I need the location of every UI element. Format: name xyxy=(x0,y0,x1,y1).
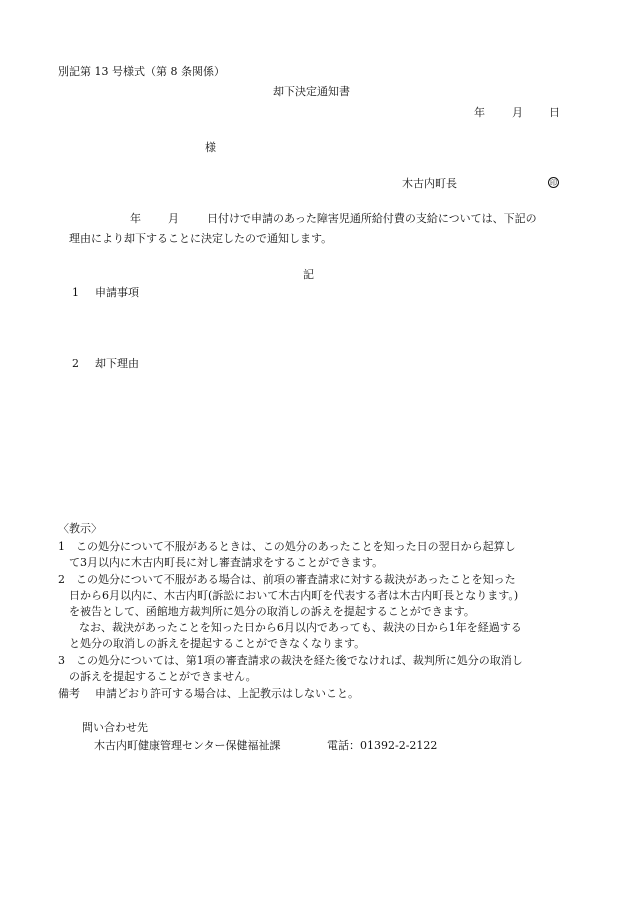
remarks-text: 申請どおり許可する場合は、上記教示はしないこと。 xyxy=(95,687,359,700)
intro-year-label: 年 xyxy=(130,212,141,225)
intro-line-2: 理由により却下することに決定したので通知します。 xyxy=(69,232,333,245)
notice-line: 2 この処分について不服がある場合は、前項の審査請求に対する裁決があったことを知った xyxy=(58,573,516,586)
item-number: 2 xyxy=(72,357,79,370)
ki-heading: 記 xyxy=(303,268,314,281)
contact-heading: 問い合わせ先 xyxy=(82,721,148,734)
document-title: 却下決定通知書 xyxy=(273,85,350,98)
notice-line: の訴えを提起することができません。 xyxy=(69,670,257,683)
seal-mark: 印 xyxy=(550,179,557,187)
date-day-label: 日 xyxy=(549,106,560,119)
notice-line: を被告として、函館地方裁判所に処分の取消しの訴えを提起することができます。 xyxy=(69,605,475,618)
notice-line: 日から6月以内に、木古内町(訴訟において木古内町を代表する者は木古内町長となります。) xyxy=(69,589,519,602)
sender-name: 木古内町長 xyxy=(402,177,457,190)
form-number: 別記第 13 号様式（第 8 条関係） xyxy=(58,65,225,78)
notice-line: 1 この処分について不服があるときは、この処分のあったことを知った日の翌日から起算し xyxy=(58,540,516,553)
intro-line-1: 日付けで申請のあった障害児通所給付費の支給については、下記の xyxy=(207,212,537,225)
notice-line: て3月以内に木古内町長に対し審査請求をすることができます。 xyxy=(69,556,384,569)
notice-line: と処分の取消しの訴えを提起することができなくなります。 xyxy=(69,637,366,650)
item-number: 1 xyxy=(72,286,79,299)
contact-department: 木古内町健康管理センター保健福祉課 xyxy=(94,739,281,752)
item-label: 却下理由 xyxy=(95,357,139,370)
date-year-label: 年 xyxy=(474,106,485,119)
notice-line: なお、裁決があったことを知った日から6月以内であっても、裁決の日から1年を経過する xyxy=(79,621,522,634)
notice-heading: 〈教示〉 xyxy=(58,522,102,535)
contact-phone: 電話：01392-2-2122 xyxy=(327,739,438,752)
item-label: 申請事項 xyxy=(95,286,139,299)
intro-month-label: 月 xyxy=(168,212,179,225)
recipient-suffix: 様 xyxy=(205,141,216,154)
notice-line: 3 この処分については、第1項の審査請求の裁決を経た後でなければ、裁判所に処分の取消し xyxy=(58,654,523,667)
remarks-label: 備考 xyxy=(58,687,80,700)
date-month-label: 月 xyxy=(512,106,523,119)
